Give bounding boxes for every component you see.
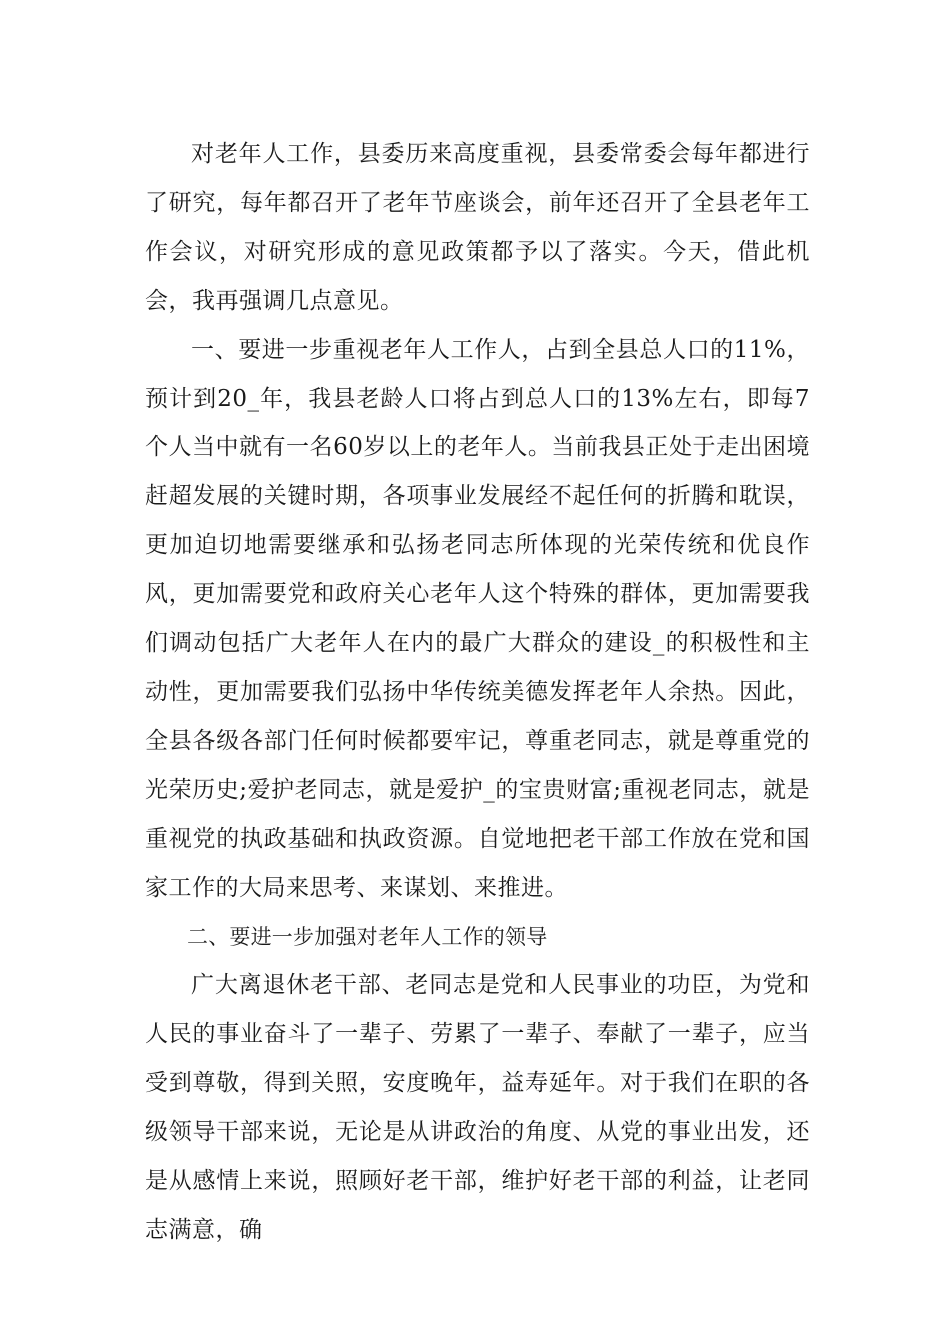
paragraph-intro: 对老年人工作，县委历来高度重视，县委常委会每年都进行了研究，每年都召开了老年节座谈会，前年还召开了全县老年工作会议，对研究形成的意见政策都予以了落实。今天，借此机会，我再强调几点意见。 [145,141,810,314]
document-body [145,130,810,1255]
paragraph-section-two: 广大离退休老干部、老同志是党和人民事业的功臣，为党和人民的事业奋斗了一辈子、劳累了一辈子、奉献了一辈子，应当受到尊敬，得到关照，安度晚年，益寿延年。对于我们在职的各级领导干部来说，无论是从讲政治的角度、从党的事业出发，还是从感情上来说，照顾好老干部，维护好老干部的利益，让老同志满意，确 [145,972,810,1243]
paragraph-section-one: 一、要进一步重视老年人工作人，占到全县总人口的11%，预计到20_年，我县老龄人口将占到总人口的13%左右，即每7个人当中就有一名60岁以上的老年人。当前我县正处于走出困境赶超发展的关键时期，各项事业发展经不起任何的折腾和耽误，更加迫切地需要继承和弘扬老同志所体现的光荣传统和优良作风，更加需要党和政府关心老年人这个特殊的群体，更加需要我们调动包括广大老年人在内的最广大群众的建设_的积极性和主动性，更加需要我们弘扬中华传统美德发挥老年人余热。因此，全县各级各部门任何时候都要牢记，尊重老同志，就是尊重党的光荣历史;爱护老同志，就是爱护_的宝贵财富;重视老同志，就是重视党的执政基础和执政资源。自觉地把老干部工作放在党和国家工作的大局来思考、来谋划、来推进。 [145,336,810,901]
section-two-heading: 二、要进一步加强对老年人工作的领导 [187,924,548,949]
